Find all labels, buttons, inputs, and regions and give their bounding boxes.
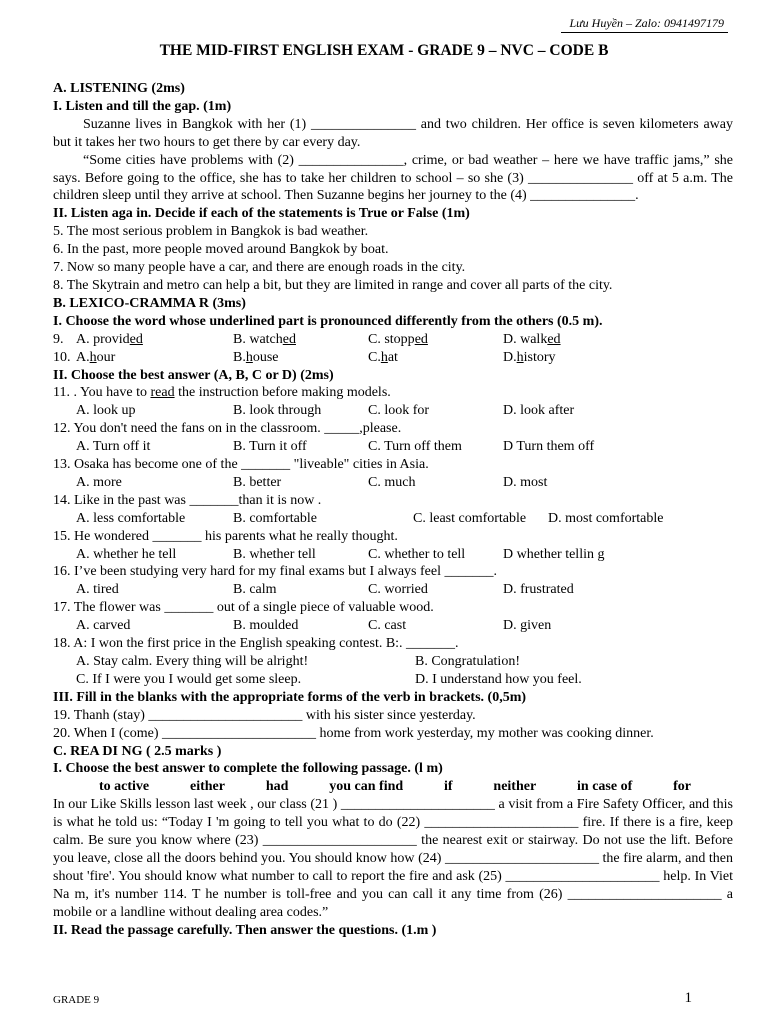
q13-option-a: A. more — [76, 474, 122, 490]
statement-5: 5. The most serious problem in Bangkok is bad weather. — [53, 224, 369, 240]
question-13-stem: 13. Osaka has become one of the _______ "liveable" cities in Asia. — [53, 457, 429, 473]
q9-number: 9. — [53, 331, 64, 347]
q14-option-a: A. less comfortable — [76, 510, 186, 526]
word-bank-item: neither — [493, 779, 537, 795]
q9-option-b: B. watched — [233, 331, 296, 347]
exam-title: THE MID-FIRST ENGLISH EXAM - GRADE 9 – NVC – CODE B — [159, 42, 609, 59]
q9-option-d: D. walked — [503, 331, 561, 347]
q11-option-c: C. look for — [368, 403, 430, 419]
author-header: Lưu Huyền – Zalo: 0941497179 — [561, 16, 728, 33]
listening-passage-p1: Suzanne lives in Bangkok with her (1) _______________ and two children. Her office is seven kilometers away but it takes her two hours to get there by car every day. — [53, 116, 733, 150]
q14-option-d: D. most comfortable — [548, 510, 664, 526]
lexico-part2-heading: II. Choose the best answer (A, B, C or D) (2ms) — [53, 367, 334, 383]
page-number: 1 — [684, 990, 692, 1006]
q17-option-d: D. given — [503, 618, 552, 634]
q11-option-a: A. look up — [76, 403, 136, 419]
question-17-stem: 17. The flower was _______ out of a single piece of valuable wood. — [53, 600, 434, 616]
word-bank-item: if — [444, 779, 453, 795]
question-11-stem: 11. . You have to read the instruction before making models. — [53, 385, 391, 401]
question-9 — [53, 331, 733, 349]
q12-option-c: C. Turn off them — [368, 439, 462, 455]
word-bank-item: for — [673, 779, 691, 795]
q11-option-d: D. look after — [503, 403, 575, 419]
q11-option-b: B. look through — [233, 403, 322, 419]
statement-6: 6. In the past, more people moved around Bangkok by boat. — [53, 242, 389, 258]
q10-option-d: D.history — [503, 349, 556, 365]
question-18-options-cd — [53, 671, 733, 689]
q16-option-d: D. frustrated — [503, 582, 574, 598]
question-13-options — [53, 474, 733, 492]
question-16-stem: 16. I’ve been studying very hard for my final exams but I always feel _______. — [53, 564, 497, 580]
word-bank-item: to active — [99, 779, 150, 795]
q16-option-c: C. worried — [368, 582, 428, 598]
q18-option-a: A. Stay calm. Every thing will be alright! — [76, 654, 309, 669]
question-18-stem: 18. A: I won the first price in the English speaking contest. B:. _______. — [53, 636, 459, 652]
listening-part2-heading: II. Listen aga in. Decide if each of the statements is True or False (1m) — [53, 206, 470, 222]
statement-7: 7. Now so many people have a car, and there are enough roads in the city. — [53, 260, 466, 276]
q13-option-b: B. better — [233, 474, 282, 490]
listening-passage-p2: “Some cities have problems with (2) _______________, crime, or bad weather – here we have traffic jams,” she says. Before going to the office, she has to take her children to school – so she (3) _______________ off at 5 a.m. The children sleep until they arrive at school. Then Suzanne begins her journey to the (4) _______________. — [53, 152, 733, 204]
verb-item-19: 19. Thanh (stay) ______________________ with his sister since yesterday. — [53, 707, 476, 723]
word-bank-item: had — [265, 779, 289, 795]
exam-content — [53, 80, 733, 940]
q14-option-b: B. comfortable — [233, 510, 317, 526]
reading-part2-heading: II. Read the passage carefully. Then answer the questions. (1.m ) — [53, 922, 437, 938]
q18-option-d: D. I understand how you feel. — [415, 671, 582, 687]
q15-option-a: A. whether he tell — [76, 546, 177, 562]
q17-option-b: B. moulded — [233, 618, 299, 634]
verb-item-20: 20. When I (come) ______________________ home from work yesterday, my mother was cooking dinner. — [53, 725, 654, 741]
q9-option-c: C. stopped — [368, 331, 428, 347]
question-10 — [53, 349, 733, 367]
question-14-options — [53, 510, 733, 528]
statement-8: 8. The Skytrain and metro can help a bit, but they are limited in range and cover all parts of the city. — [53, 277, 613, 293]
listening-heading: A. LISTENING (2ms) — [53, 81, 185, 96]
word-bank-item: in case of — [577, 779, 633, 795]
q13-option-d: D. most — [503, 474, 548, 490]
q18-option-c: C. If I were you I would get some sleep. — [76, 671, 302, 687]
question-12-stem: 12. You don't need the fans on in the classroom. _____,please. — [53, 421, 402, 437]
q12-option-a: A. Turn off it — [76, 439, 151, 455]
footer-grade: GRADE 9 — [53, 994, 100, 1006]
question-12-options — [53, 438, 733, 456]
question-15-stem: 15. He wondered _______ his parents what he really thought. — [53, 528, 398, 544]
q16-option-a: A. tired — [76, 582, 119, 598]
lexico-part3-heading: III. Fill in the blanks with the appropriate forms of the verb in brackets. (0,5m) — [53, 689, 527, 705]
question-15-options — [53, 546, 733, 564]
word-bank — [53, 778, 733, 796]
q15-option-b: B. whether tell — [233, 546, 316, 562]
q16-option-b: B. calm — [233, 582, 277, 598]
listening-part1-heading: I. Listen and till the gap. (1m) — [53, 98, 232, 114]
lexico-part1-heading: I. Choose the word whose underlined part is pronounced differently from the others (0.5 m). — [53, 313, 603, 329]
q10-option-a: A.hour — [76, 349, 116, 365]
q9-option-a: A. provided — [76, 331, 143, 347]
q14-option-c: C. least comfortable — [413, 510, 527, 526]
q13-option-c: C. much — [368, 474, 416, 490]
reading-heading: C. REA DI NG ( 2.5 marks ) — [53, 743, 222, 759]
word-bank-item: you can find — [329, 779, 404, 795]
q18-option-b: B. Congratulation! — [415, 654, 520, 669]
q10-option-c: C.hat — [368, 349, 398, 365]
question-17-options — [53, 617, 733, 635]
word-bank-item: either — [190, 779, 225, 795]
question-16-options — [53, 581, 733, 599]
reading-passage: In our Like Skills lesson last week , our class (21 ) ______________________ a visit from a Fire Safety Officer, and this is what he told us: “Today I 'm going to tell you what to do (22) ______________________ fire. If there is a fire, keep calm. Be sure you know where (23) ______________________ the nearest exit or stairway. Do not use the lift. Before you leave, close all the doors behind you. You should know how (24) ______________________ the fire alarm, and then shout 'fire'. You should know what number to call to report the fire and ask (25) ______________________ help. In Viet Na m, it's number 114. T he number is toll-free and you can call it any time from (26) ______________________ a mobile or a landline without dealing area codes.” — [53, 797, 733, 920]
q17-option-a: A. carved — [76, 618, 131, 634]
reading-part1-heading: I. Choose the best answer to complete the following passage. (l m) — [53, 761, 443, 777]
q10-number: 10. — [53, 349, 71, 365]
question-11-options — [53, 402, 733, 420]
question-14-stem: 14. Like in the past was _______than it is now . — [53, 492, 322, 508]
q15-option-d: D whether tellin g — [503, 546, 605, 562]
q17-option-c: C. cast — [368, 618, 407, 634]
q10-option-b: B.house — [233, 349, 279, 365]
q12-option-d: D Turn them off — [503, 439, 595, 455]
q15-option-c: C. whether to tell — [368, 546, 466, 562]
lexico-heading: B. LEXICO-CRAMMA R (3ms) — [53, 295, 246, 311]
question-18-options-ab — [53, 653, 733, 671]
q12-option-b: B. Turn it off — [233, 439, 307, 455]
